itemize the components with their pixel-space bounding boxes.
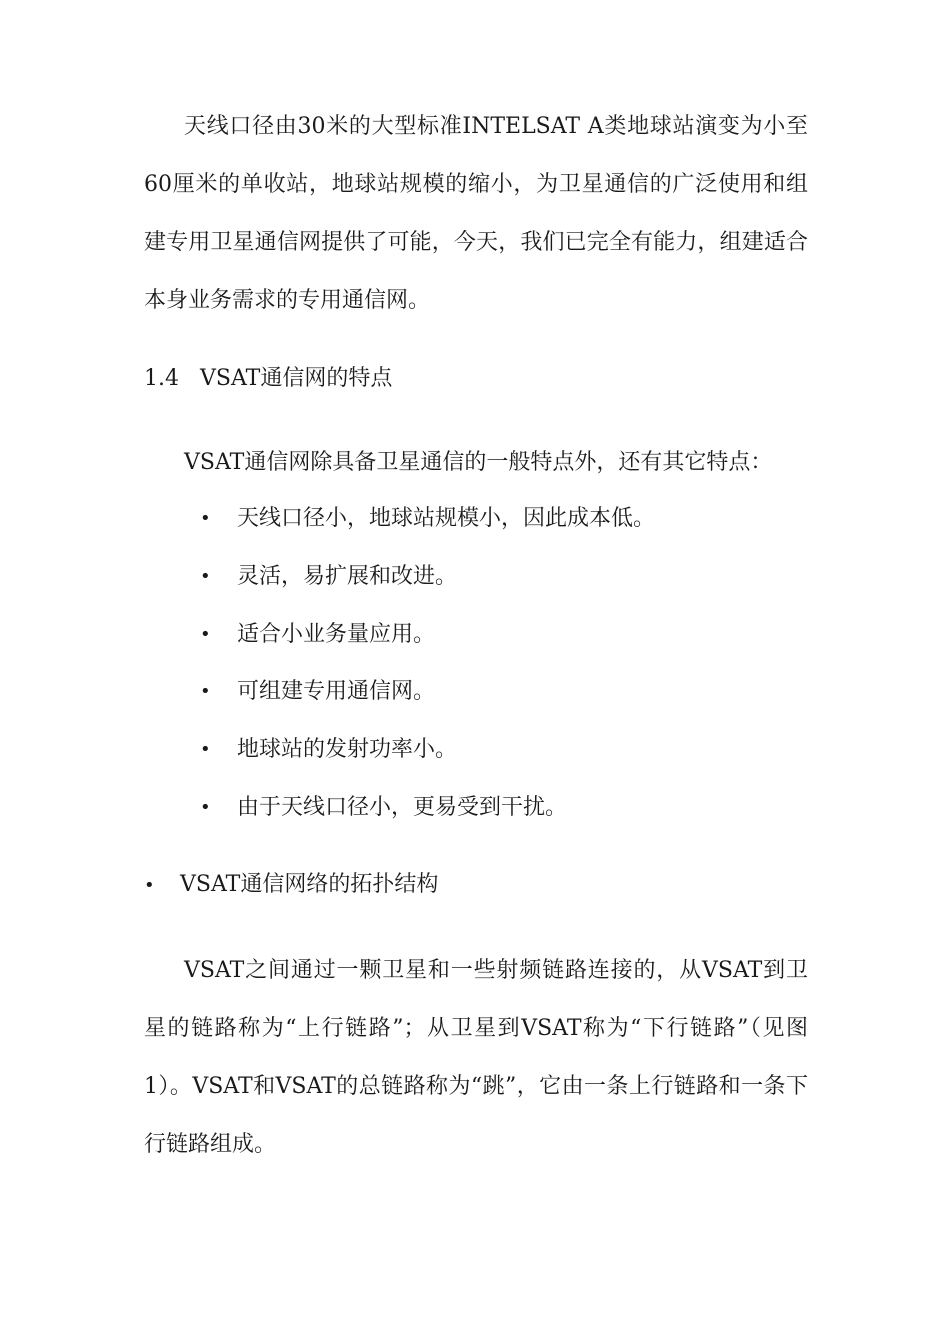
bullet-icon: • <box>144 875 155 896</box>
feature-text: 适合小业务量应用。 <box>237 622 436 647</box>
topology-heading <box>144 870 438 901</box>
section-number: 1.4 <box>144 366 179 391</box>
feature-text: 天线口径小，地球站规模小，因此成本低。 <box>237 506 656 531</box>
topology-paragraph: VSAT之间通过一颗卫星和一些射频链路连接的，从VSAT到卫星的链路称为“上行链路”；从卫星到VSAT称为“下行链路”（见图1）。VSAT和VSAT的总链路称为“跳”，它由一条上行链路和一条下行链路组成。 <box>144 958 808 1157</box>
bullet-icon: • <box>200 739 211 760</box>
bullet-icon: • <box>200 624 211 645</box>
features-intro: VSAT通信网除具备卫星通信的一般特点外，还有其它特点： <box>184 450 773 475</box>
intro-paragraph: 天线口径由30米的大型标准INTELSAT A类地球站演变为小至60厘米的单收站，地球站规模的缩小，为卫星通信的广泛使用和组建专用卫星通信网提供了可能，今天，我们已完全有能力，组建适合本身业务需求的专用通信网。 <box>144 114 808 313</box>
topology-heading-text: VSAT通信网络的拓扑结构 <box>180 872 439 897</box>
feature-text: 由于天线口径小，更易受到干扰。 <box>237 795 568 820</box>
feature-text: 地球站的发射功率小。 <box>237 737 458 762</box>
feature-text: 可组建专用通信网。 <box>237 679 436 704</box>
bullet-icon: • <box>200 566 211 587</box>
feature-text: 灵活，易扩展和改进。 <box>237 564 458 589</box>
section-heading <box>144 364 392 394</box>
section-title: VSAT通信网的特点 <box>200 366 393 391</box>
bullet-icon: • <box>200 508 211 529</box>
bullet-icon: • <box>200 681 211 702</box>
bullet-icon: • <box>200 797 211 818</box>
